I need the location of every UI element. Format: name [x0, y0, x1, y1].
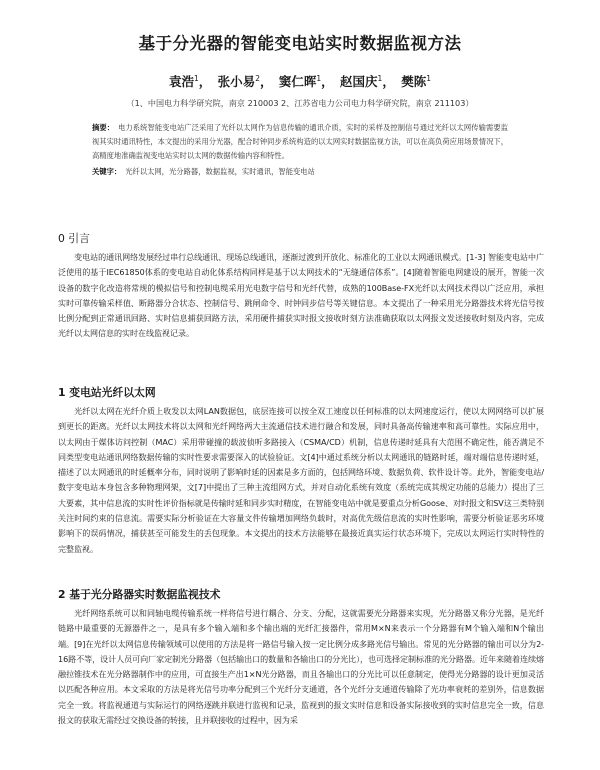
author: 张小易$^2$， [217, 73, 273, 89]
abstract-label: 摘要： [92, 123, 115, 132]
abstract-text: 电力系统智能变电站广泛采用了光纤以太网作为信息传输的通讯介质，实时的采样及控制信号通过光纤以太网传输需要监视其实时通讯特性，本文提出的采用分光器，配合时钟同步系统构造的以太网实时数据监视方法，可以在高负荷应用场景情况下，高精度地准确监视变电站实时以太网的数据传输内容和特性。 [92, 123, 508, 160]
author: 窦仁晖$^1$， [278, 73, 334, 89]
keywords-label: 关键字： [92, 167, 122, 176]
affiliation: （1、中国电力科学研究院，南京 210003 2、江苏省电力公司电力科学研究院，南京 211103） [126, 98, 474, 108]
section-paragraph: 光纤网络系统可以和同轴电缆传输系统一样将信号进行耦合、分支、分配，这就需要光分路器来实现，光分路器又称分光器，是光纤链路中最重要的无源器件之一，是具有多个输入端和多个输出端的光纤汇接器件，常用M×N来表示一个分路器有M个输入端和N个输出端。[9]在光纤以太网信息传输领域可以使用的方法是将一路信号输入按一定比例分成多路光信号输出。常见的光分路器的输出可以分为2-16路不等，设计人员可向厂家定制光分路器（包括输出口的数量和各输出口的分光比），也可选择定制标准的光分路器。近年来随着连续熔融拉锥技术在光分路器制作中的应用，可直接生产出1×N光分路器，而且各输出口的分光比可以任意制定，使得光分路器的设计更加灵活以匹配各种应用。本文采取的方法是将光信号功率分配到三个光纤分支通道，各个光纤分支通道传输除了光功率衰耗的差别外，信息数据完全一致。将监视通道与实际运行的网络逐跳并联进行监视和记录，监视到的报文实时信息和设备实际接收到的实时信息完全一致，信息报文的获取无需经过交换设备的转接，且并联接收的过程中，因为采 [58, 609, 544, 726]
section-paragraph: 光纤以太网在光纤介质上收发以太网LAN数据包，底层连接可以按全双工速度以任何标准的以太网速度运行，使以太网网络可以扩展到更长的距离。光纤以太网技术将以太网和光纤网络两大主流通信技术进行融合和发展，同时具备高传输速率和高可靠性。实际应用中，以太网由于媒体访问控制（MAC）采用带碰撞的载波侦听多路接入（CSMA/CD）机制，信息传递时延具有大范围不确定性，能否满足不同类型变电站通讯网络数据传输的实时性要求需要深入的试验验证。文[4]中通过系统分析以太网通讯的链路时延，端对端信息传递时延，描述了以太网通讯的时延概率分布，同时说明了影响时延的因素是多方面的，包括网络环境、数据负荷、软件设计等。此外，智能变电站/数字变电站本身包含多种物理网架，文[7]中提出了三种主流组网方式，并对自动化系统有效度（系统完成其规定功能的总能力）提出了三大要素，其中信息流的实时性评价指标就是传输时延和同步实时精度，在智能变电站中就是要重点分析Goose、对时报文和SV这三类特别关注时间约束的信息流。需要实际分析验证在大容量文件传输增加网络负载时，对高优先级信息流的实时性影响，需要分析验证恶劣环境影响下的误码情况，捕获甚至可能发生的丢包现象。本文提出的技术方法能够在最接近真实运行状态环境下，完成以太网运行实时特性的完整监视。 [58, 407, 544, 554]
author: 樊陈$^1$ [401, 73, 431, 89]
section-fiber-ethernet [58, 385, 544, 557]
section-heading: 1 变电站光纤以太网 [58, 386, 156, 399]
section-introduction [58, 231, 544, 342]
section-paragraph: 变电站的通讯网络发展经过串行总线通讯、现场总线通讯，逐渐过渡到开放化、标准化的工业以太网通讯模式。[1-3] 智能变电站中广泛使用的基于IEC61850体系的变电站自动化体系结构同样是基于以太网技术的“无缝通信体系”。[4]随着智能电网建设的展开，智能一次设备的数字化改造将常规的模拟信号和控制电缆采用光电数字信号和光纤代替，成熟的100Base-FX光纤以太网技术得以广泛应用，承担实时可靠传输采样值、断路器分合状态、控制信号、跳闸命令、时钟同步信号等关键信息。本文提出了一种采用光分路器技术将光信号按比例分配到正常通讯回路、实时信息捕获回路方法，采用硬件捕获实时报文接收时刻方法准确获取以太网报文发送接收时刻及内容，完成光纤以太网信息的实时在线监视记录。 [58, 253, 544, 339]
section-heading: 0 引言 [58, 232, 90, 245]
abstract-block [92, 121, 508, 179]
section-heading: 2 基于光分路器实时数据监视技术 [58, 588, 221, 601]
paper-title: 基于分光器的智能变电站实时数据监视方法 [138, 34, 462, 53]
author: 袁浩$^1$， [169, 73, 212, 89]
author: 赵国庆$^1$， [340, 73, 395, 89]
keywords-text: 光纤以太网，光分路器，数据监视，实时通讯，智能变电站 [125, 167, 315, 176]
section-splitter-monitoring [58, 587, 544, 728]
author-list [0, 72, 600, 90]
